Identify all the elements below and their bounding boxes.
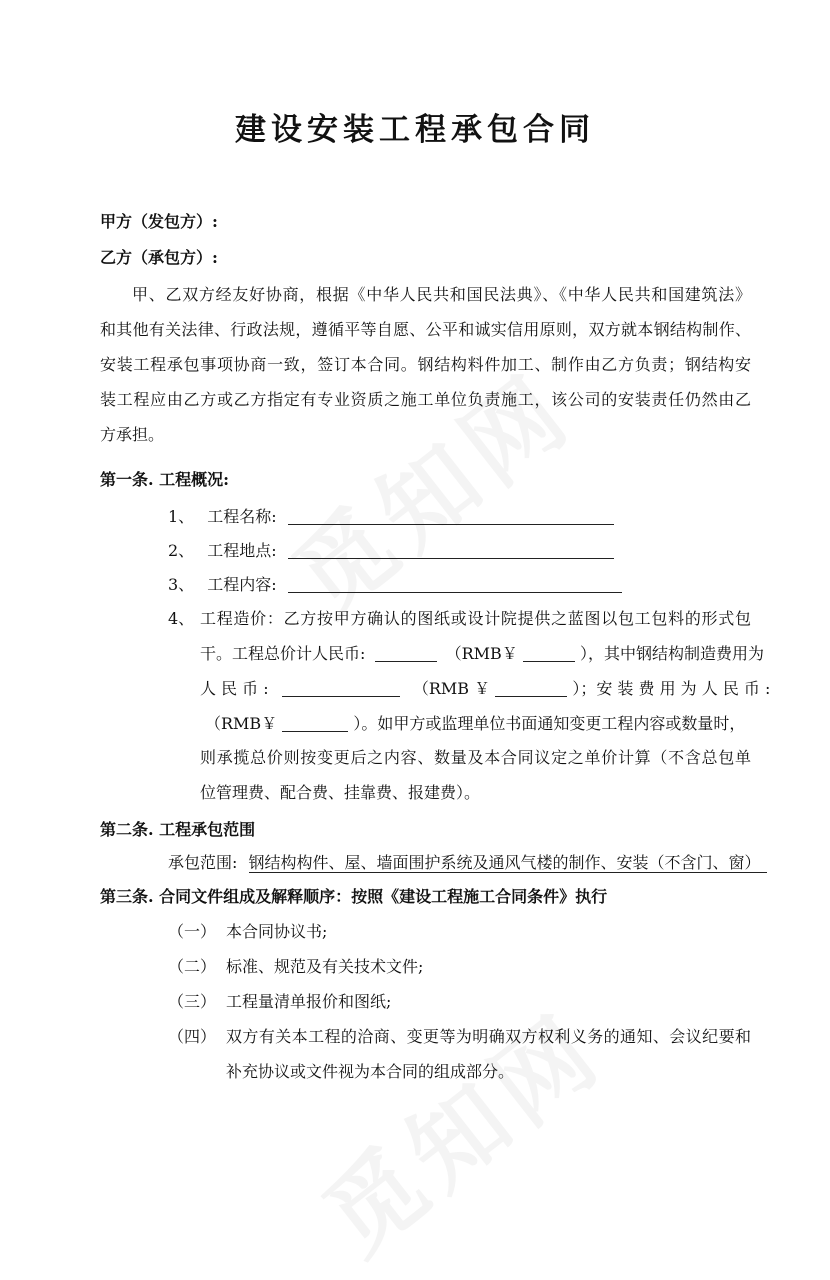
document-title: 建设安装工程承包合同 xyxy=(235,112,595,148)
project-location-blank[interactable] xyxy=(288,540,614,559)
article-1-item-4-line-4 xyxy=(205,713,745,734)
article-3-item-3 xyxy=(168,992,392,1012)
item-number: 1、 xyxy=(168,507,195,526)
article-1-heading: 第一条. 工程概况: xyxy=(100,470,230,489)
scope-value: 钢结构构件、屋、墙面围护系统及通风气楼的制作、安装（不含门、窗） xyxy=(249,853,767,873)
rmb-label: （RMB ￥ xyxy=(412,679,491,698)
rmb-label: （RMB￥ xyxy=(205,714,278,733)
item-text: 工程量清单报价和图纸; xyxy=(226,992,392,1011)
item-text: 本合同协议书; xyxy=(226,922,328,941)
article-1-item-4-number: 4、 xyxy=(168,609,195,628)
article-2-heading: 第二条. 工程承包范围 xyxy=(100,820,256,839)
article-1-item-1 xyxy=(168,506,614,527)
item-label: 工程内容: xyxy=(207,575,277,594)
article-3-item-4-number: （四） xyxy=(168,1027,217,1046)
manufacture-fee-blank[interactable] xyxy=(282,678,400,697)
item-text: 标准、规范及有关技术文件; xyxy=(226,957,424,976)
intro-line-5: 方承担。 xyxy=(100,425,165,444)
manufacture-rmb-blank[interactable] xyxy=(495,678,567,697)
article-1-item-2 xyxy=(168,540,614,561)
manufacture-fee-label: ），其中钢结构制造费用为 xyxy=(579,644,764,663)
project-content-blank[interactable] xyxy=(288,574,622,593)
article-1-item-4-line-1: 工程造价：乙方按甲方确认的图纸或设计院提供之蓝图以包工包料的形式包 xyxy=(200,609,751,628)
intro-line-1: 甲、乙双方经友好协商，根据《中华人民共和国民法典》、《中华人民共和国建筑法》 xyxy=(132,285,751,304)
change-clause: ）。如甲方或监理单位书面通知变更工程内容或数量时， xyxy=(353,714,746,733)
total-price-blank[interactable] xyxy=(375,643,437,662)
install-fee-blank[interactable] xyxy=(282,713,348,732)
article-1-item-4-line-5: 则承揽总价则按变更后之内容、数量及本合同议定之单价计算（不含总包单 xyxy=(200,748,751,767)
article-1-item-4-line-6: 位管理费、配合费、挂靠费、报建费）。 xyxy=(200,783,481,802)
item-number: 2、 xyxy=(168,541,195,560)
intro-line-2: 和其他有关法律、行政法规，遵循平等自愿、公平和诚实信用原则，双方就本钢结构制作、 xyxy=(100,320,751,339)
party-b-label: 乙方（承包方）: xyxy=(100,248,218,267)
intro-line-4: 装工程应由乙方或乙方指定有专业资质之施工单位负责施工，该公司的安装责任仍然由乙 xyxy=(100,390,751,409)
article-3-item-4-text: 双方有关本工程的洽商、变更等为明确双方权利义务的通知、会议纪要和 xyxy=(226,1027,751,1046)
article-3-item-1 xyxy=(168,922,328,942)
article-3-heading: 第三条. 合同文件组成及解释顺序：按照《建设工程施工合同条件》执行 xyxy=(100,887,608,906)
watermark-bottom xyxy=(292,977,627,1280)
total-price-label: 干。工程总价计人民币: xyxy=(200,644,366,663)
item-number: （二） xyxy=(168,957,217,976)
item-number: （三） xyxy=(168,992,217,1011)
rmb-label: （RMB￥ xyxy=(445,644,518,663)
article-1-item-4-line-3 xyxy=(200,678,770,699)
total-rmb-blank[interactable] xyxy=(523,643,575,662)
project-name-blank[interactable] xyxy=(288,506,614,525)
item-label: 工程名称: xyxy=(207,507,277,526)
item-number: 3、 xyxy=(168,575,195,594)
item-number: （一） xyxy=(168,922,217,941)
party-a-label: 甲方（发包方）: xyxy=(100,212,218,231)
article-1-item-3 xyxy=(168,574,622,595)
scope-label: 承包范围: xyxy=(168,853,238,872)
article-3-item-2 xyxy=(168,957,424,977)
article-3-item-4-cont: 补充协议或文件视为本合同的组成部分。 xyxy=(226,1062,515,1081)
rmb-word: 人 民 币 : xyxy=(200,679,269,698)
item-label: 工程地点: xyxy=(207,541,277,560)
install-fee-label: ）；安 装 费 用 为 人 民 币 : xyxy=(572,679,771,698)
article-1-item-4-line-2 xyxy=(200,643,764,664)
intro-line-3: 安装工程承包事项协商一致，签订本合同。钢结构料件加工、制作由乙方负责；钢结构安 xyxy=(100,355,751,374)
article-2-scope xyxy=(168,853,767,873)
